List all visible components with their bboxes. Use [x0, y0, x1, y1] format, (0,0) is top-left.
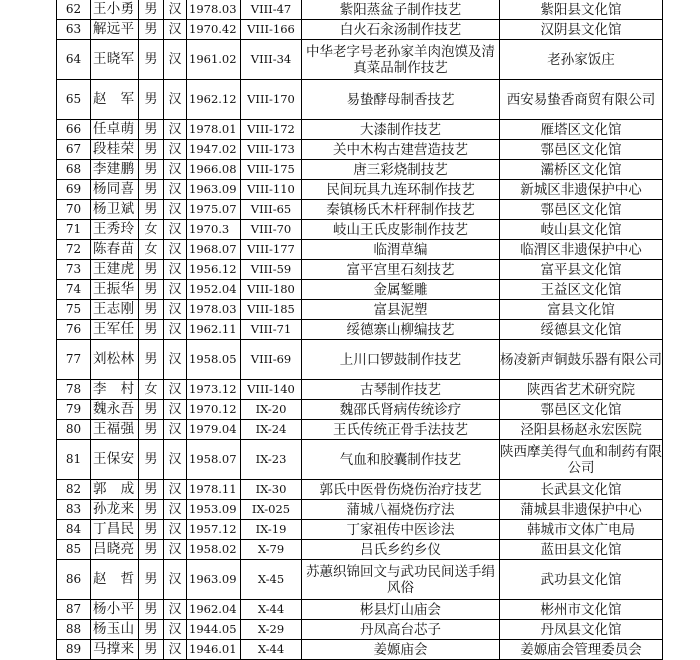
sex-cell: 男 [139, 400, 164, 420]
row-number-cell: 64 [57, 40, 91, 80]
protection-unit-cell: 姜嫄庙会管理委员会 [500, 640, 663, 660]
protection-unit-cell: 汉阴县文化馆 [500, 20, 663, 40]
sex-cell: 男 [139, 120, 164, 140]
project-code-cell: X-44 [241, 600, 302, 620]
birth-date-cell: 1970.42 [187, 20, 241, 40]
project-name-cell: 气血和胶囊制作技艺 [302, 440, 500, 480]
birth-date-cell: 1978.01 [187, 120, 241, 140]
ethnicity-cell: 汉 [164, 380, 187, 400]
protection-unit-cell: 鄠邑区文化馆 [500, 140, 663, 160]
birth-date-cell: 1978.03 [187, 300, 241, 320]
table-row [57, 600, 663, 620]
project-name-cell: 民间玩具九连环制作技艺 [302, 180, 500, 200]
row-number-cell: 70 [57, 200, 91, 220]
birth-date-cell: 1962.04 [187, 600, 241, 620]
birth-date-cell: 1947.02 [187, 140, 241, 160]
table-row [57, 120, 663, 140]
table-row [57, 640, 663, 660]
sex-cell: 男 [139, 180, 164, 200]
protection-unit-cell: 灞桥区文化馆 [500, 160, 663, 180]
name-cell: 杨卫斌 [91, 200, 139, 220]
project-name-cell: 蒲城八福烧伤疗法 [302, 500, 500, 520]
ethnicity-cell: 汉 [164, 140, 187, 160]
name-cell: 王志刚 [91, 300, 139, 320]
project-name-cell: 金属錾雕 [302, 280, 500, 300]
ethnicity-cell: 汉 [164, 560, 187, 600]
project-code-cell: VIII-166 [241, 20, 302, 40]
project-code-cell: VIII-140 [241, 380, 302, 400]
table-row [57, 240, 663, 260]
project-code-cell: VIII-185 [241, 300, 302, 320]
project-code-cell: X-29 [241, 620, 302, 640]
ethnicity-cell: 汉 [164, 340, 187, 380]
birth-date-cell: 1962.11 [187, 320, 241, 340]
protection-unit-cell: 陕西摩美得气血和制药有限公司 [500, 440, 663, 480]
protection-unit-cell: 韩城市文体广电局 [500, 520, 663, 540]
project-name-cell: 富平宫里石刻技艺 [302, 260, 500, 280]
project-name-cell: 中华老字号老孙家羊肉泡馍及清真菜品制作技艺 [302, 40, 500, 80]
name-cell: 王福强 [91, 420, 139, 440]
birth-date-cell: 1958.05 [187, 340, 241, 380]
table-body [57, 0, 663, 660]
name-cell: 孙龙来 [91, 500, 139, 520]
table-row [57, 340, 663, 380]
birth-date-cell: 1970.3 [187, 220, 241, 240]
ethnicity-cell: 汉 [164, 400, 187, 420]
project-code-cell: VIII-71 [241, 320, 302, 340]
row-number-cell: 77 [57, 340, 91, 380]
protection-unit-cell: 岐山县文化馆 [500, 220, 663, 240]
project-code-cell: VIII-180 [241, 280, 302, 300]
table-row [57, 420, 663, 440]
protection-unit-cell: 彬州市文化馆 [500, 600, 663, 620]
project-name-cell: 丹凤高台芯子 [302, 620, 500, 640]
row-number-cell: 66 [57, 120, 91, 140]
row-number-cell: 69 [57, 180, 91, 200]
row-number-cell: 75 [57, 300, 91, 320]
sex-cell: 男 [139, 540, 164, 560]
name-cell: 李建鹏 [91, 160, 139, 180]
protection-unit-cell: 鄠邑区文化馆 [500, 400, 663, 420]
ethnicity-cell: 汉 [164, 180, 187, 200]
name-cell: 杨小平 [91, 600, 139, 620]
row-number-cell: 78 [57, 380, 91, 400]
sex-cell: 男 [139, 620, 164, 640]
protection-unit-cell: 王益区文化馆 [500, 280, 663, 300]
name-cell: 王建虎 [91, 260, 139, 280]
protection-unit-cell: 陕西省艺术研究院 [500, 380, 663, 400]
sex-cell: 男 [139, 520, 164, 540]
birth-date-cell: 1956.12 [187, 260, 241, 280]
table-row [57, 260, 663, 280]
sex-cell: 男 [139, 560, 164, 600]
project-code-cell: X-79 [241, 540, 302, 560]
sex-cell: 女 [139, 220, 164, 240]
project-code-cell: X-45 [241, 560, 302, 600]
project-name-cell: 古琴制作技艺 [302, 380, 500, 400]
project-name-cell: 苏蕙织锦回文与武功民间送手绢风俗 [302, 560, 500, 600]
protection-unit-cell: 绥德县文化馆 [500, 320, 663, 340]
birth-date-cell: 1952.04 [187, 280, 241, 300]
name-cell: 赵 军 [91, 80, 139, 120]
project-name-cell: 王氏传统正骨手法技艺 [302, 420, 500, 440]
project-name-cell: 郭氏中医骨伤烧伤治疗技艺 [302, 480, 500, 500]
ethnicity-cell: 汉 [164, 440, 187, 480]
ethnicity-cell: 汉 [164, 240, 187, 260]
sex-cell: 女 [139, 240, 164, 260]
row-number-cell: 68 [57, 160, 91, 180]
sex-cell: 男 [139, 260, 164, 280]
birth-date-cell: 1957.12 [187, 520, 241, 540]
project-name-cell: 白火石汆汤制作技艺 [302, 20, 500, 40]
name-cell: 刘松林 [91, 340, 139, 380]
ethnicity-cell: 汉 [164, 160, 187, 180]
birth-date-cell: 1978.03 [187, 0, 241, 20]
project-code-cell: VIII-47 [241, 0, 302, 20]
table-row [57, 20, 663, 40]
birth-date-cell: 1962.12 [187, 80, 241, 120]
table-row [57, 320, 663, 340]
sex-cell: 男 [139, 0, 164, 20]
project-code-cell: VIII-173 [241, 140, 302, 160]
project-name-cell: 丁家祖传中医诊法 [302, 520, 500, 540]
project-code-cell: VIII-170 [241, 80, 302, 120]
project-code-cell: VIII-110 [241, 180, 302, 200]
protection-unit-cell: 泾阳县杨赵永宏医院 [500, 420, 663, 440]
row-number-cell: 88 [57, 620, 91, 640]
name-cell: 段桂荣 [91, 140, 139, 160]
inheritor-table [56, 0, 663, 660]
ethnicity-cell: 汉 [164, 80, 187, 120]
table-row [57, 520, 663, 540]
project-name-cell: 临渭草编 [302, 240, 500, 260]
birth-date-cell: 1961.02 [187, 40, 241, 80]
project-name-cell: 富县泥塑 [302, 300, 500, 320]
ethnicity-cell: 汉 [164, 520, 187, 540]
project-code-cell: X-44 [241, 640, 302, 660]
project-code-cell: IX-025 [241, 500, 302, 520]
birth-date-cell: 1973.12 [187, 380, 241, 400]
protection-unit-cell: 鄠邑区文化馆 [500, 200, 663, 220]
table-row [57, 560, 663, 600]
row-number-cell: 67 [57, 140, 91, 160]
project-code-cell: VIII-65 [241, 200, 302, 220]
sex-cell: 男 [139, 320, 164, 340]
project-name-cell: 易蛰酵母制香技艺 [302, 80, 500, 120]
name-cell: 魏永吾 [91, 400, 139, 420]
sex-cell: 男 [139, 300, 164, 320]
sex-cell: 男 [139, 20, 164, 40]
protection-unit-cell: 蓝田县文化馆 [500, 540, 663, 560]
birth-date-cell: 1944.05 [187, 620, 241, 640]
project-name-cell: 大漆制作技艺 [302, 120, 500, 140]
sex-cell: 男 [139, 340, 164, 380]
table-row [57, 180, 663, 200]
project-name-cell: 紫阳蒸盆子制作技艺 [302, 0, 500, 20]
protection-unit-cell: 富平县文化馆 [500, 260, 663, 280]
name-cell: 郭 成 [91, 480, 139, 500]
ethnicity-cell: 汉 [164, 420, 187, 440]
project-code-cell: VIII-70 [241, 220, 302, 240]
birth-date-cell: 1958.02 [187, 540, 241, 560]
row-number-cell: 85 [57, 540, 91, 560]
table-row [57, 540, 663, 560]
ethnicity-cell: 汉 [164, 20, 187, 40]
sex-cell: 女 [139, 380, 164, 400]
project-name-cell: 唐三彩烧制技艺 [302, 160, 500, 180]
protection-unit-cell: 西安易蛰香商贸有限公司 [500, 80, 663, 120]
project-code-cell: IX-23 [241, 440, 302, 480]
name-cell: 王秀玲 [91, 220, 139, 240]
project-name-cell: 魏邵氏肾病传统诊疗 [302, 400, 500, 420]
row-number-cell: 73 [57, 260, 91, 280]
name-cell: 陈春苗 [91, 240, 139, 260]
table-row [57, 40, 663, 80]
ethnicity-cell: 汉 [164, 320, 187, 340]
row-number-cell: 74 [57, 280, 91, 300]
name-cell: 李 村 [91, 380, 139, 400]
row-number-cell: 81 [57, 440, 91, 480]
protection-unit-cell: 紫阳县文化馆 [500, 0, 663, 20]
sex-cell: 男 [139, 160, 164, 180]
name-cell: 王小勇 [91, 0, 139, 20]
protection-unit-cell: 富县文化馆 [500, 300, 663, 320]
protection-unit-cell: 新城区非遗保护中心 [500, 180, 663, 200]
ethnicity-cell: 汉 [164, 620, 187, 640]
project-name-cell: 岐山王氏皮影制作技艺 [302, 220, 500, 240]
name-cell: 赵 哲 [91, 560, 139, 600]
project-code-cell: VIII-177 [241, 240, 302, 260]
project-name-cell: 秦镇杨氏木杆秤制作技艺 [302, 200, 500, 220]
row-number-cell: 82 [57, 480, 91, 500]
sex-cell: 男 [139, 600, 164, 620]
row-number-cell: 80 [57, 420, 91, 440]
birth-date-cell: 1979.04 [187, 420, 241, 440]
name-cell: 王振华 [91, 280, 139, 300]
birth-date-cell: 1978.11 [187, 480, 241, 500]
birth-date-cell: 1970.12 [187, 400, 241, 420]
ethnicity-cell: 汉 [164, 220, 187, 240]
name-cell: 王保安 [91, 440, 139, 480]
protection-unit-cell: 丹凤县文化馆 [500, 620, 663, 640]
name-cell: 王军任 [91, 320, 139, 340]
ethnicity-cell: 汉 [164, 260, 187, 280]
row-number-cell: 76 [57, 320, 91, 340]
sex-cell: 男 [139, 40, 164, 80]
name-cell: 马撑来 [91, 640, 139, 660]
row-number-cell: 72 [57, 240, 91, 260]
sex-cell: 男 [139, 440, 164, 480]
project-name-cell: 关中木构古建营造技艺 [302, 140, 500, 160]
birth-date-cell: 1946.01 [187, 640, 241, 660]
sex-cell: 男 [139, 420, 164, 440]
protection-unit-cell: 武功县文化馆 [500, 560, 663, 600]
inheritor-list-sheet [56, 0, 662, 660]
ethnicity-cell: 汉 [164, 200, 187, 220]
row-number-cell: 89 [57, 640, 91, 660]
name-cell: 杨玉山 [91, 620, 139, 640]
project-code-cell: IX-19 [241, 520, 302, 540]
ethnicity-cell: 汉 [164, 120, 187, 140]
name-cell: 杨同喜 [91, 180, 139, 200]
row-number-cell: 71 [57, 220, 91, 240]
project-name-cell: 绥德寨山柳编技艺 [302, 320, 500, 340]
project-name-cell: 彬县灯山庙会 [302, 600, 500, 620]
ethnicity-cell: 汉 [164, 640, 187, 660]
row-number-cell: 79 [57, 400, 91, 420]
sex-cell: 男 [139, 480, 164, 500]
project-name-cell: 上川口锣鼓制作技艺 [302, 340, 500, 380]
ethnicity-cell: 汉 [164, 280, 187, 300]
name-cell: 吕晓亮 [91, 540, 139, 560]
table-row [57, 200, 663, 220]
name-cell: 丁昌民 [91, 520, 139, 540]
protection-unit-cell: 雁塔区文化馆 [500, 120, 663, 140]
ethnicity-cell: 汉 [164, 500, 187, 520]
name-cell: 任卓萌 [91, 120, 139, 140]
sex-cell: 男 [139, 500, 164, 520]
project-code-cell: IX-20 [241, 400, 302, 420]
ethnicity-cell: 汉 [164, 300, 187, 320]
sex-cell: 男 [139, 640, 164, 660]
row-number-cell: 62 [57, 0, 91, 20]
project-code-cell: VIII-69 [241, 340, 302, 380]
row-number-cell: 83 [57, 500, 91, 520]
birth-date-cell: 1958.07 [187, 440, 241, 480]
name-cell: 解远平 [91, 20, 139, 40]
table-row [57, 280, 663, 300]
birth-date-cell: 1975.07 [187, 200, 241, 220]
row-number-cell: 65 [57, 80, 91, 120]
project-name-cell: 姜嫄庙会 [302, 640, 500, 660]
project-code-cell: VIII-59 [241, 260, 302, 280]
ethnicity-cell: 汉 [164, 540, 187, 560]
sex-cell: 男 [139, 200, 164, 220]
row-number-cell: 86 [57, 560, 91, 600]
table-row [57, 500, 663, 520]
protection-unit-cell: 长武县文化馆 [500, 480, 663, 500]
table-row [57, 140, 663, 160]
protection-unit-cell: 杨凌新声铜鼓乐器有限公司 [500, 340, 663, 380]
table-row [57, 160, 663, 180]
project-code-cell: IX-30 [241, 480, 302, 500]
ethnicity-cell: 汉 [164, 0, 187, 20]
table-row [57, 0, 663, 20]
table-row [57, 300, 663, 320]
row-number-cell: 63 [57, 20, 91, 40]
project-code-cell: VIII-172 [241, 120, 302, 140]
table-row [57, 620, 663, 640]
birth-date-cell: 1963.09 [187, 180, 241, 200]
project-code-cell: IX-24 [241, 420, 302, 440]
sex-cell: 男 [139, 80, 164, 120]
table-row [57, 480, 663, 500]
protection-unit-cell: 老孙家饭庄 [500, 40, 663, 80]
birth-date-cell: 1968.07 [187, 240, 241, 260]
table-row [57, 380, 663, 400]
sex-cell: 男 [139, 140, 164, 160]
sex-cell: 男 [139, 280, 164, 300]
project-name-cell: 吕氏乡约乡仪 [302, 540, 500, 560]
birth-date-cell: 1953.09 [187, 500, 241, 520]
table-row [57, 440, 663, 480]
row-number-cell: 84 [57, 520, 91, 540]
table-row [57, 220, 663, 240]
protection-unit-cell: 蒲城县非遗保护中心 [500, 500, 663, 520]
project-code-cell: VIII-34 [241, 40, 302, 80]
project-code-cell: VIII-175 [241, 160, 302, 180]
table-row [57, 80, 663, 120]
birth-date-cell: 1966.08 [187, 160, 241, 180]
protection-unit-cell: 临渭区非遗保护中心 [500, 240, 663, 260]
row-number-cell: 87 [57, 600, 91, 620]
birth-date-cell: 1963.09 [187, 560, 241, 600]
name-cell: 王晓军 [91, 40, 139, 80]
table-row [57, 400, 663, 420]
ethnicity-cell: 汉 [164, 480, 187, 500]
ethnicity-cell: 汉 [164, 600, 187, 620]
ethnicity-cell: 汉 [164, 40, 187, 80]
